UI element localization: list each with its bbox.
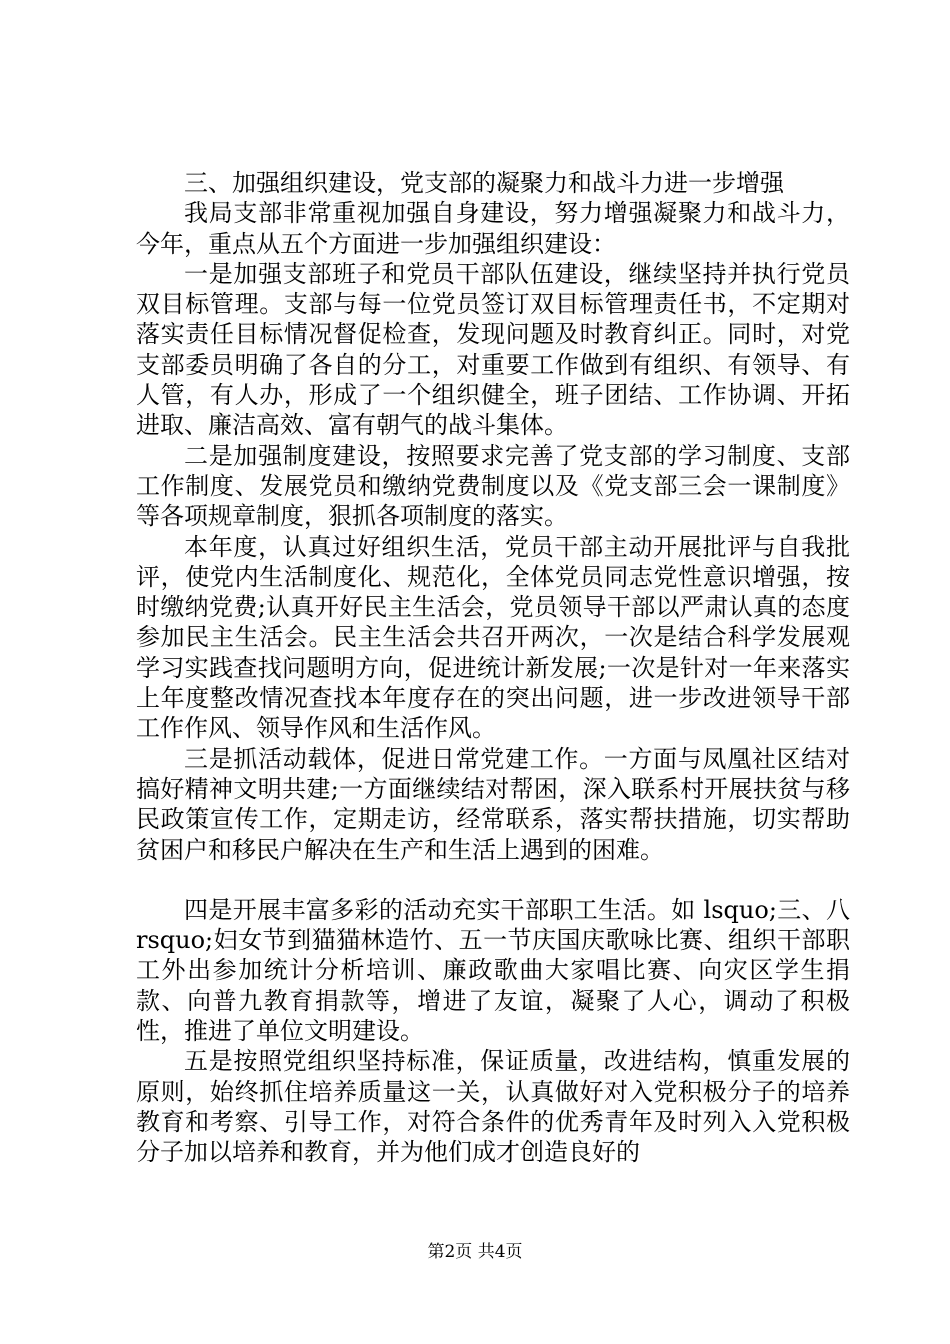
paragraph-item-2: 二是加强制度建设，按照要求完善了党支部的学习制度、支部工作制度、发展党员和缴纳党费制度以及《党支部三会一课制度》等各项规章制度，狠抓各项制度的落实。 bbox=[136, 441, 850, 531]
paragraph-item-1: 一是加强支部班子和党员干部队伍建设，继续坚持并执行党员双目标管理。支部与每一位党员签订双目标管理责任书，不定期对落实责任目标情况督促检查，发现问题及时教育纠正。同时，对党支部委员明确了各自的分工，对重要工作做到有组织、有领导、有人管，有人办，形成了一个组织健全，班子团结、工作协调、开拓进取、廉洁高效、富有朝气的战斗集体。 bbox=[136, 259, 850, 440]
page-number-footer: 第2页 共4页 bbox=[427, 1242, 523, 1262]
document-body bbox=[136, 168, 850, 1168]
paragraph-intro: 我局支部非常重视加强自身建设，努力增强凝聚力和战斗力，今年，重点从五个方面进一步加强组织建设： bbox=[136, 199, 850, 258]
paragraph-item-4: 四是开展丰富多彩的活动充实干部职工生活。如 lsquo;三、八 rsquo;妇女节到猫猫林造竹、五一节庆国庆歌咏比赛、组织干部职工外出参加统计分析培训、廉政歌曲大家唱比赛、向灾区学生捐款、向普九教育捐款等，增进了友谊，凝聚了人心，调动了积极性，推进了单位文明建设。 bbox=[136, 895, 850, 1046]
paragraph-item-5: 五是按照党组织坚持标准，保证质量，改进结构，慎重发展的原则，始终抓住培养质量这一关，认真做好对入党积极分子的培养教育和考察、引导工作，对符合条件的优秀青年及时列入入党积极分子加以培养和教育，并为他们成才创造良好的 bbox=[136, 1047, 850, 1167]
paragraph-item-3: 三是抓活动载体，促进日常党建工作。一方面与凤凰社区结对搞好精神文明共建;一方面继续结对帮困，深入联系村开展扶贫与移民政策宣传工作，定期走访，经常联系，落实帮扶措施，切实帮助贫困户和移民户解决在生产和生活上遇到的困难。 bbox=[136, 744, 850, 864]
section-heading: 三、加强组织建设，党支部的凝聚力和战斗力进一步增强 bbox=[184, 169, 784, 197]
paragraph-annual: 本年度，认真过好组织生活，党员干部主动开展批评与自我批评，使党内生活制度化、规范化，全体党员同志党性意识增强，按时缴纳党费;认真开好民主生活会，党员领导干部以严肃认真的态度参加民主生活会。民主生活会共召开两次，一次是结合科学发展观学习实践查找问题明方向，促进统计新发展;一次是针对一年来落实上年度整改情况查找本年度存在的突出问题，进一步改进领导干部工作作风、领导作风和生活作风。 bbox=[136, 532, 850, 743]
